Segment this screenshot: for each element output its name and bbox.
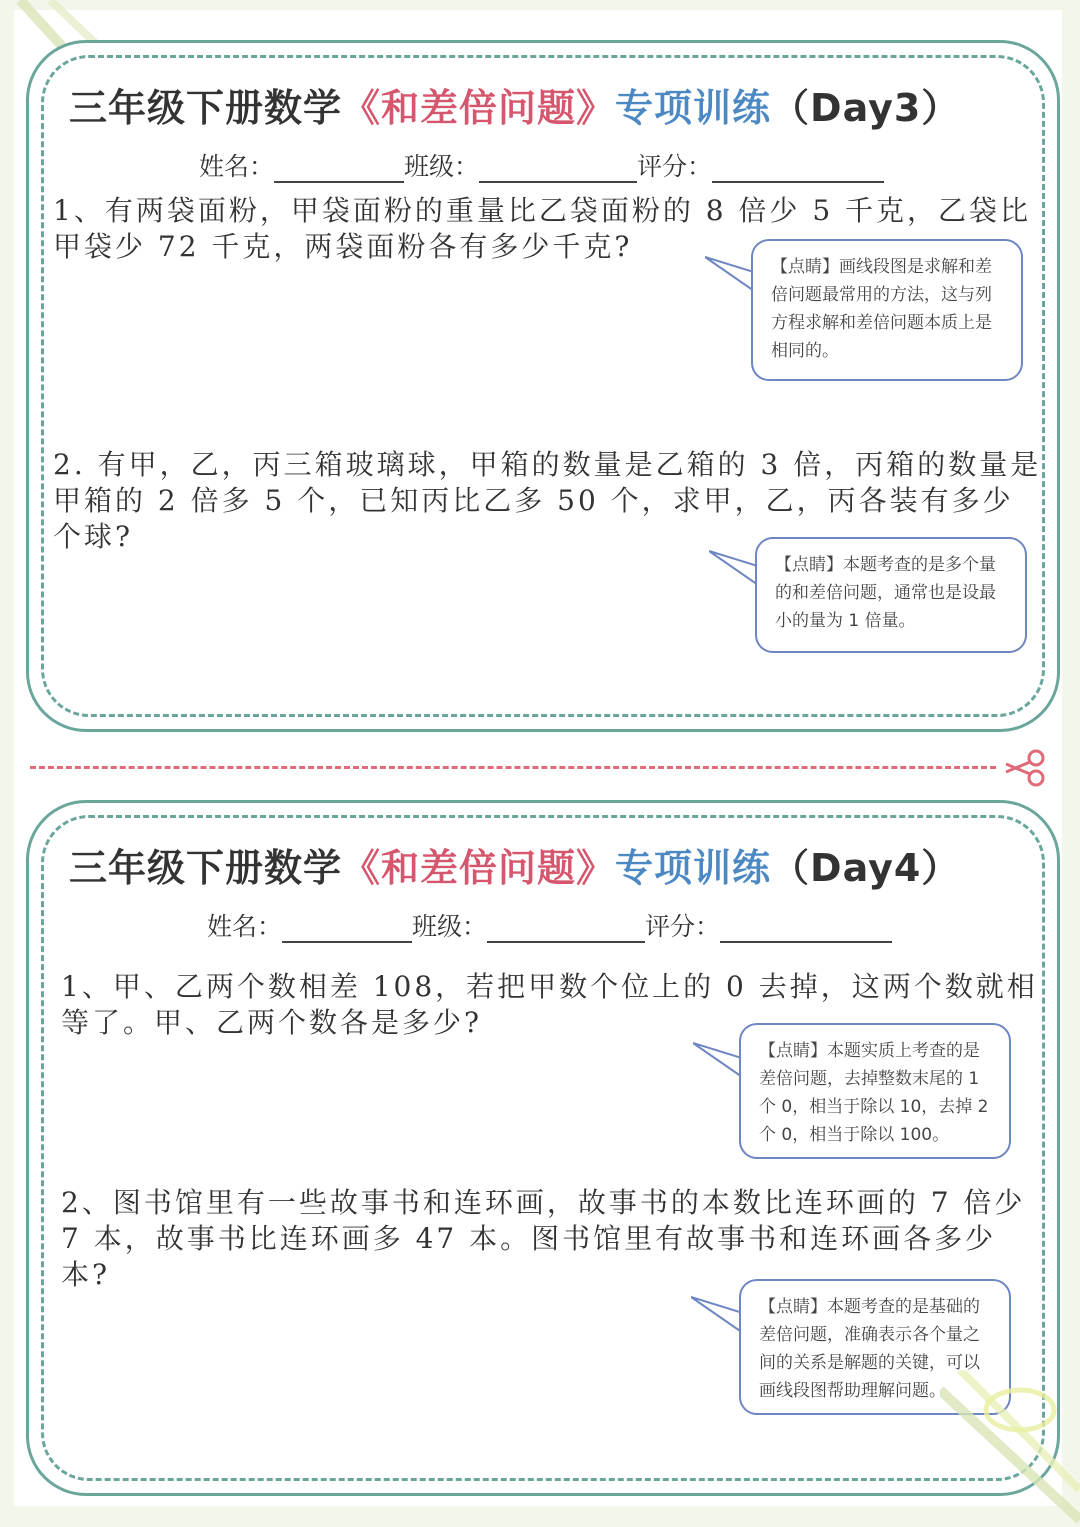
tip-box-1: 【点睛】本题实质上考查的是差倍问题，去掉整数末尾的 1 个 0，相当于除以 10，去掉 2 个 0，相当于除以 100。 [739, 1023, 1011, 1159]
question-1: 1、有两袋面粉，甲袋面粉的重量比乙袋面粉的 8 倍少 5 千克，乙袋比甲袋少 72 千克，两袋面粉各有多少千克? [53, 194, 1032, 263]
title-main: 三年级下册数学 [69, 846, 343, 890]
title-sub: 专项训练 [615, 846, 772, 890]
question-1: 1、甲、乙两个数相差 108，若把甲数个位上的 0 去掉，这两个数就相等了。甲、乙两个数各是多少? [61, 970, 1038, 1039]
tip-pointer [705, 253, 757, 301]
score-label: 评分： [637, 152, 713, 181]
score-blank[interactable] [720, 915, 892, 943]
class-blank[interactable] [479, 155, 637, 183]
worksheet-card-day3 [26, 40, 1060, 732]
cut-line [30, 766, 996, 769]
student-info-row [207, 907, 892, 943]
tip-pointer [693, 1039, 745, 1087]
worksheet-card-day4 [26, 800, 1060, 1496]
tip-pointer [709, 547, 761, 595]
question-2: 2. 有甲，乙，丙三箱玻璃球，甲箱的数量是乙箱的 3 倍，丙箱的数量是甲箱的 2 倍多 5 个，已知丙比乙多 50 个，求甲，乙，丙各装有多少个球? [53, 448, 1042, 553]
tip-box-2: 【点睛】本题考查的是多个量的和差倍问题，通常也是设最小的量为 1 倍量。 [755, 537, 1027, 653]
title-topic: 《和差倍问题》 [342, 846, 616, 890]
tip-box-2: 【点睛】本题考查的是基础的差倍问题，准确表示各个量之间的关系是解题的关键，可以画线段图帮助理解问题。 [739, 1279, 1011, 1415]
student-info-row [199, 147, 884, 183]
scissors-icon [1002, 748, 1048, 788]
score-label: 评分： [645, 912, 721, 941]
title-main: 三年级下册数学 [69, 86, 343, 130]
title-day: （Day4） [771, 846, 961, 890]
worksheet-title [69, 837, 960, 892]
tip-box-1: 【点睛】画线段图是求解和差倍问题最常用的方法，这与列方程求解和差倍问题本质上是相同的。 [751, 239, 1023, 381]
title-sub: 专项训练 [615, 86, 772, 130]
class-blank[interactable] [487, 915, 645, 943]
question-2: 2、图书馆里有一些故事书和连环画，故事书的本数比连环画的 7 倍少 7 本，故事书比连环画多 47 本。图书馆里有故事书和连环画各多少本? [61, 1186, 1026, 1291]
worksheet-title [69, 77, 960, 132]
name-blank[interactable] [282, 915, 412, 943]
class-label: 班级： [412, 912, 488, 941]
name-label: 姓名： [207, 912, 283, 941]
name-label: 姓名： [199, 152, 275, 181]
name-blank[interactable] [274, 155, 404, 183]
title-day: （Day3） [771, 86, 961, 130]
title-topic: 《和差倍问题》 [342, 86, 616, 130]
class-label: 班级： [404, 152, 480, 181]
tip-pointer [691, 1293, 743, 1341]
score-blank[interactable] [712, 155, 884, 183]
